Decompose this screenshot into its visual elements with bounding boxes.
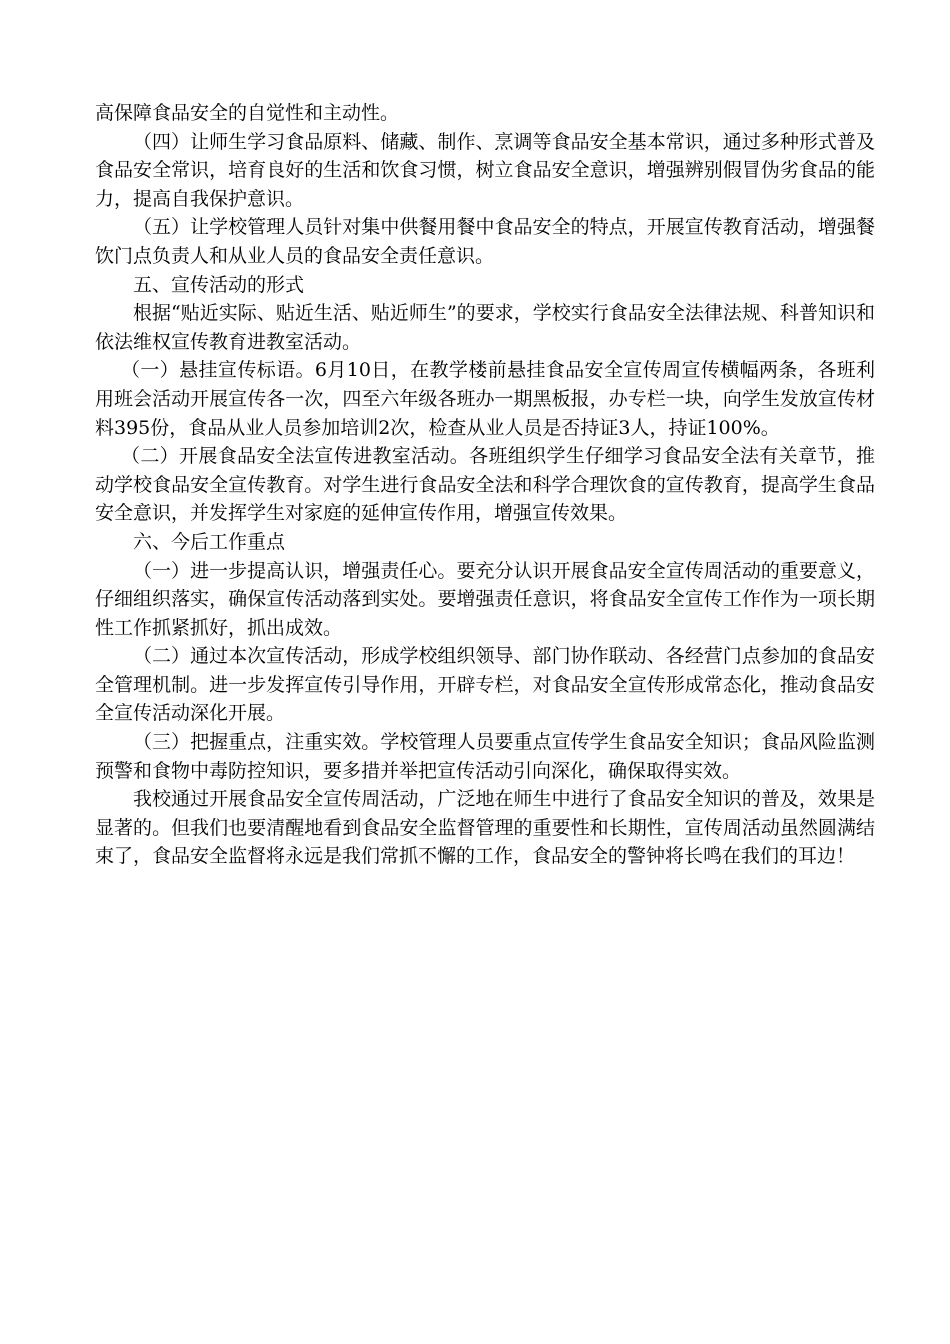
paragraph-focus-3: （三）把握重点，注重实效。学校管理人员要重点宣传学生食品安全知识；食品风险监测预警和食物中毒防控知识，要多措并举把宣传活动引向深化，确保取得实效。 bbox=[95, 731, 875, 782]
paragraph-focus-2: （二）通过本次宣传活动，形成学校组织领导、部门协作联动、各经营门点参加的食品安全管理机制。进一步发挥宣传引导作用，开辟专栏，对食品安全宣传形成常态化，推动食品安全宣传活动深化开展。 bbox=[95, 645, 875, 725]
paragraph-intro: 根据“贴近实际、贴近生活、贴近师生”的要求，学校实行食品安全法律法规、科普知识和依法维权宣传教育进教室活动。 bbox=[95, 302, 875, 353]
paragraph-item-5: （五）让学校管理人员针对集中供餐用餐中食品安全的特点，开展宣传教育活动，增强餐饮门点负责人和从业人员的食品安全责任意识。 bbox=[95, 216, 875, 267]
paragraph-conclusion: 我校通过开展食品安全宣传周活动，广泛地在师生中进行了食品安全知识的普及，效果是显著的。但我们也要清醒地看到食品安全监督管理的重要性和长期性，宣传周活动虽然圆满结束了，食品安全监督将永远是我们常抓不懈的工作，食品安全的警钟将长鸣在我们的耳边！ bbox=[95, 788, 875, 868]
paragraph-activity-2: （二）开展食品安全法宣传进教室活动。各班组织学生仔细学习食品安全法有关章节，推动学校食品安全宣传教育。对学生进行食品安全法和科学合理饮食的宣传教育，提高学生食品安全意识，并发挥学生对家庭的延伸宣传作用，增强宣传效果。 bbox=[95, 445, 875, 525]
document-body bbox=[95, 99, 875, 871]
paragraph-continuation: 高保障食品安全的自觉性和主动性。 bbox=[95, 102, 400, 124]
section-heading-5: 五、宣传活动的形式 bbox=[133, 273, 305, 296]
paragraph-activity-1: （一）悬挂宣传标语。6月10日，在教学楼前悬挂食品安全宣传周宣传横幅两条，各班利用班会活动开展宣传各一次，四至六年级各班办一期黑板报，办专栏一块，向学生发放宣传材料395份，食品从业人员参加培训2次，检查从业人员是否持证3人，持证100%。 bbox=[95, 359, 875, 439]
paragraph-item-4: （四）让师生学习食品原料、储藏、制作、烹调等食品安全基本常识，通过多种形式普及食品安全常识，培育良好的生活和饮食习惯，树立食品安全意识，增强辨别假冒伪劣食品的能力，提高自我保护意识。 bbox=[95, 130, 875, 210]
paragraph-focus-1: （一）进一步提高认识，增强责任心。要充分认识开展食品安全宣传周活动的重要意义，仔细组织落实，确保宣传活动落到实处。要增强责任意识，将食品安全宣传工作作为一项长期性工作抓紧抓好，抓出成效。 bbox=[95, 559, 875, 639]
section-heading-6: 六、今后工作重点 bbox=[133, 530, 286, 553]
